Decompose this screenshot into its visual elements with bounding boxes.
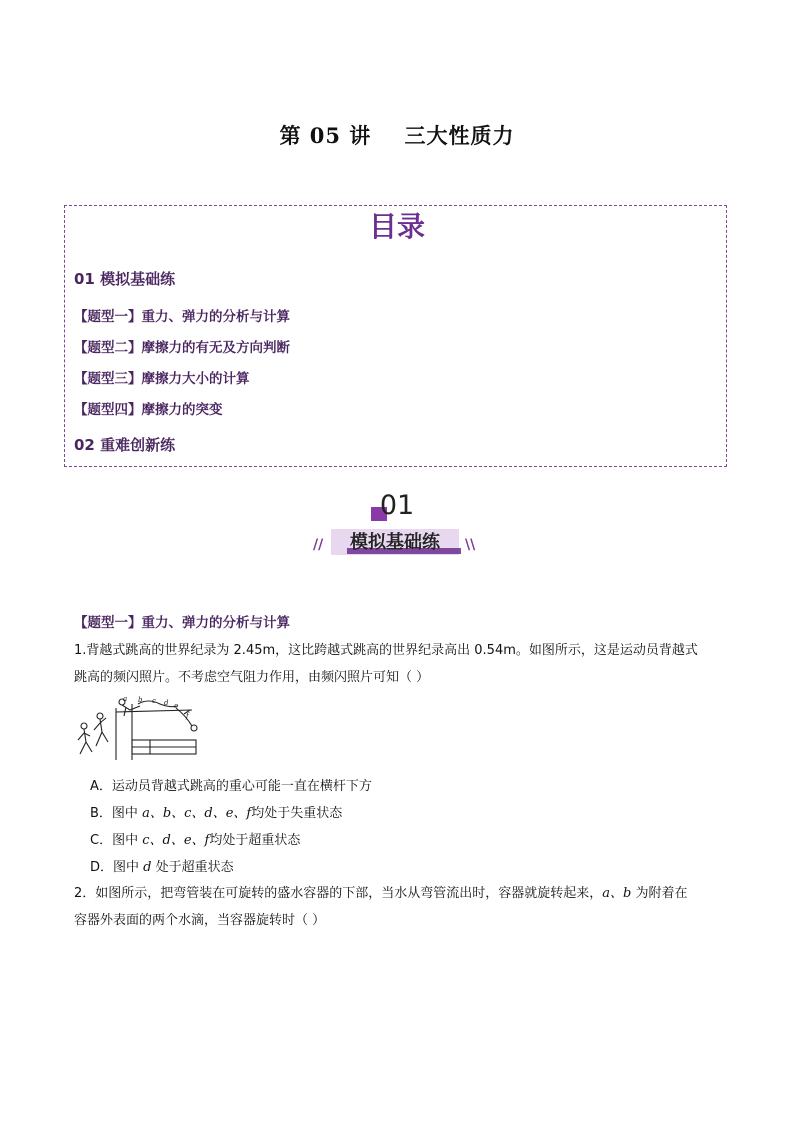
q2-line-1-pre: 2．如图所示，把弯管装在可旋转的盛水容器的下部，当水从弯管流出时，容器就旋转起来， — [74, 886, 603, 901]
toc-part-1[interactable]: 01 模拟基础练 — [74, 270, 176, 288]
q1-line-1: 1.背越式跳高的世界纪录为 2.45m，这比跨越式跳高的世界纪录高出 0.54m。如图所示，这是运动员背越式 — [74, 643, 698, 658]
toc-part-2[interactable]: 02 重难创新练 — [74, 436, 176, 454]
toc-type-4[interactable]: 【题型四】摩擦力的突变 — [74, 402, 223, 418]
q1-option-b-vars: a、b、c、d、e、f — [142, 806, 252, 821]
toc-type-1[interactable]: 【题型一】重力、弹力的分析与计算 — [74, 309, 290, 325]
q2-line-1 — [74, 880, 734, 907]
q1-option-d-vars: d — [143, 860, 152, 875]
figure-label-b: b — [138, 696, 143, 704]
toc-type-2[interactable]: 【题型二】摩擦力的有无及方向判断 — [74, 340, 290, 356]
figure-label-c: c — [152, 697, 156, 705]
section-number: 01 — [379, 490, 415, 521]
q2-line-1-vars: a、b — [602, 886, 632, 901]
q2-line-1-post: 为附着在 — [631, 886, 688, 901]
q1-option-d[interactable] — [90, 856, 234, 875]
toc-heading: 目录 — [368, 210, 425, 243]
figure-label-d: d — [164, 699, 169, 707]
q1-option-b-suffix: 均处于失重状态 — [251, 806, 343, 821]
q1-option-b[interactable] — [90, 802, 342, 821]
q1-option-a[interactable]: A．运动员背越式跳高的重心可能一直在横杆下方 — [90, 779, 372, 794]
figure-label-f: f — [186, 712, 189, 720]
q1-option-b-prefix: B．图中 — [90, 806, 143, 821]
q1-line-2: 跳高的频闪照片。不考虑空气阻力作用，由频闪照片可知（ ） — [74, 670, 430, 685]
q1-option-c[interactable] — [90, 829, 300, 848]
q2-line-2: 容器外表面的两个水滴，当容器旋转时（ ） — [74, 913, 326, 928]
right-slash-deco: \\ — [465, 537, 476, 553]
q1-option-c-suffix: 均处于超重状态 — [209, 833, 301, 848]
figure-label-e: e — [174, 702, 179, 710]
q1-option-d-prefix: D．图中 — [90, 860, 144, 875]
toc-type-3[interactable]: 【题型三】摩擦力大小的计算 — [74, 371, 250, 387]
q1-option-c-vars: c、d、e、f — [142, 833, 210, 848]
figure-label-a: a — [123, 696, 128, 703]
high-jump-figure — [74, 696, 204, 764]
page-title: 第 05 讲 三大性质力 — [279, 123, 515, 148]
left-slash-deco: // — [313, 537, 324, 553]
q1-option-c-prefix: C．图中 — [90, 833, 143, 848]
q1-option-d-suffix: 处于超重状态 — [151, 860, 234, 875]
question-type-heading: 【题型一】重力、弹力的分析与计算 — [74, 615, 290, 631]
section-title: 模拟基础练 — [350, 532, 440, 553]
